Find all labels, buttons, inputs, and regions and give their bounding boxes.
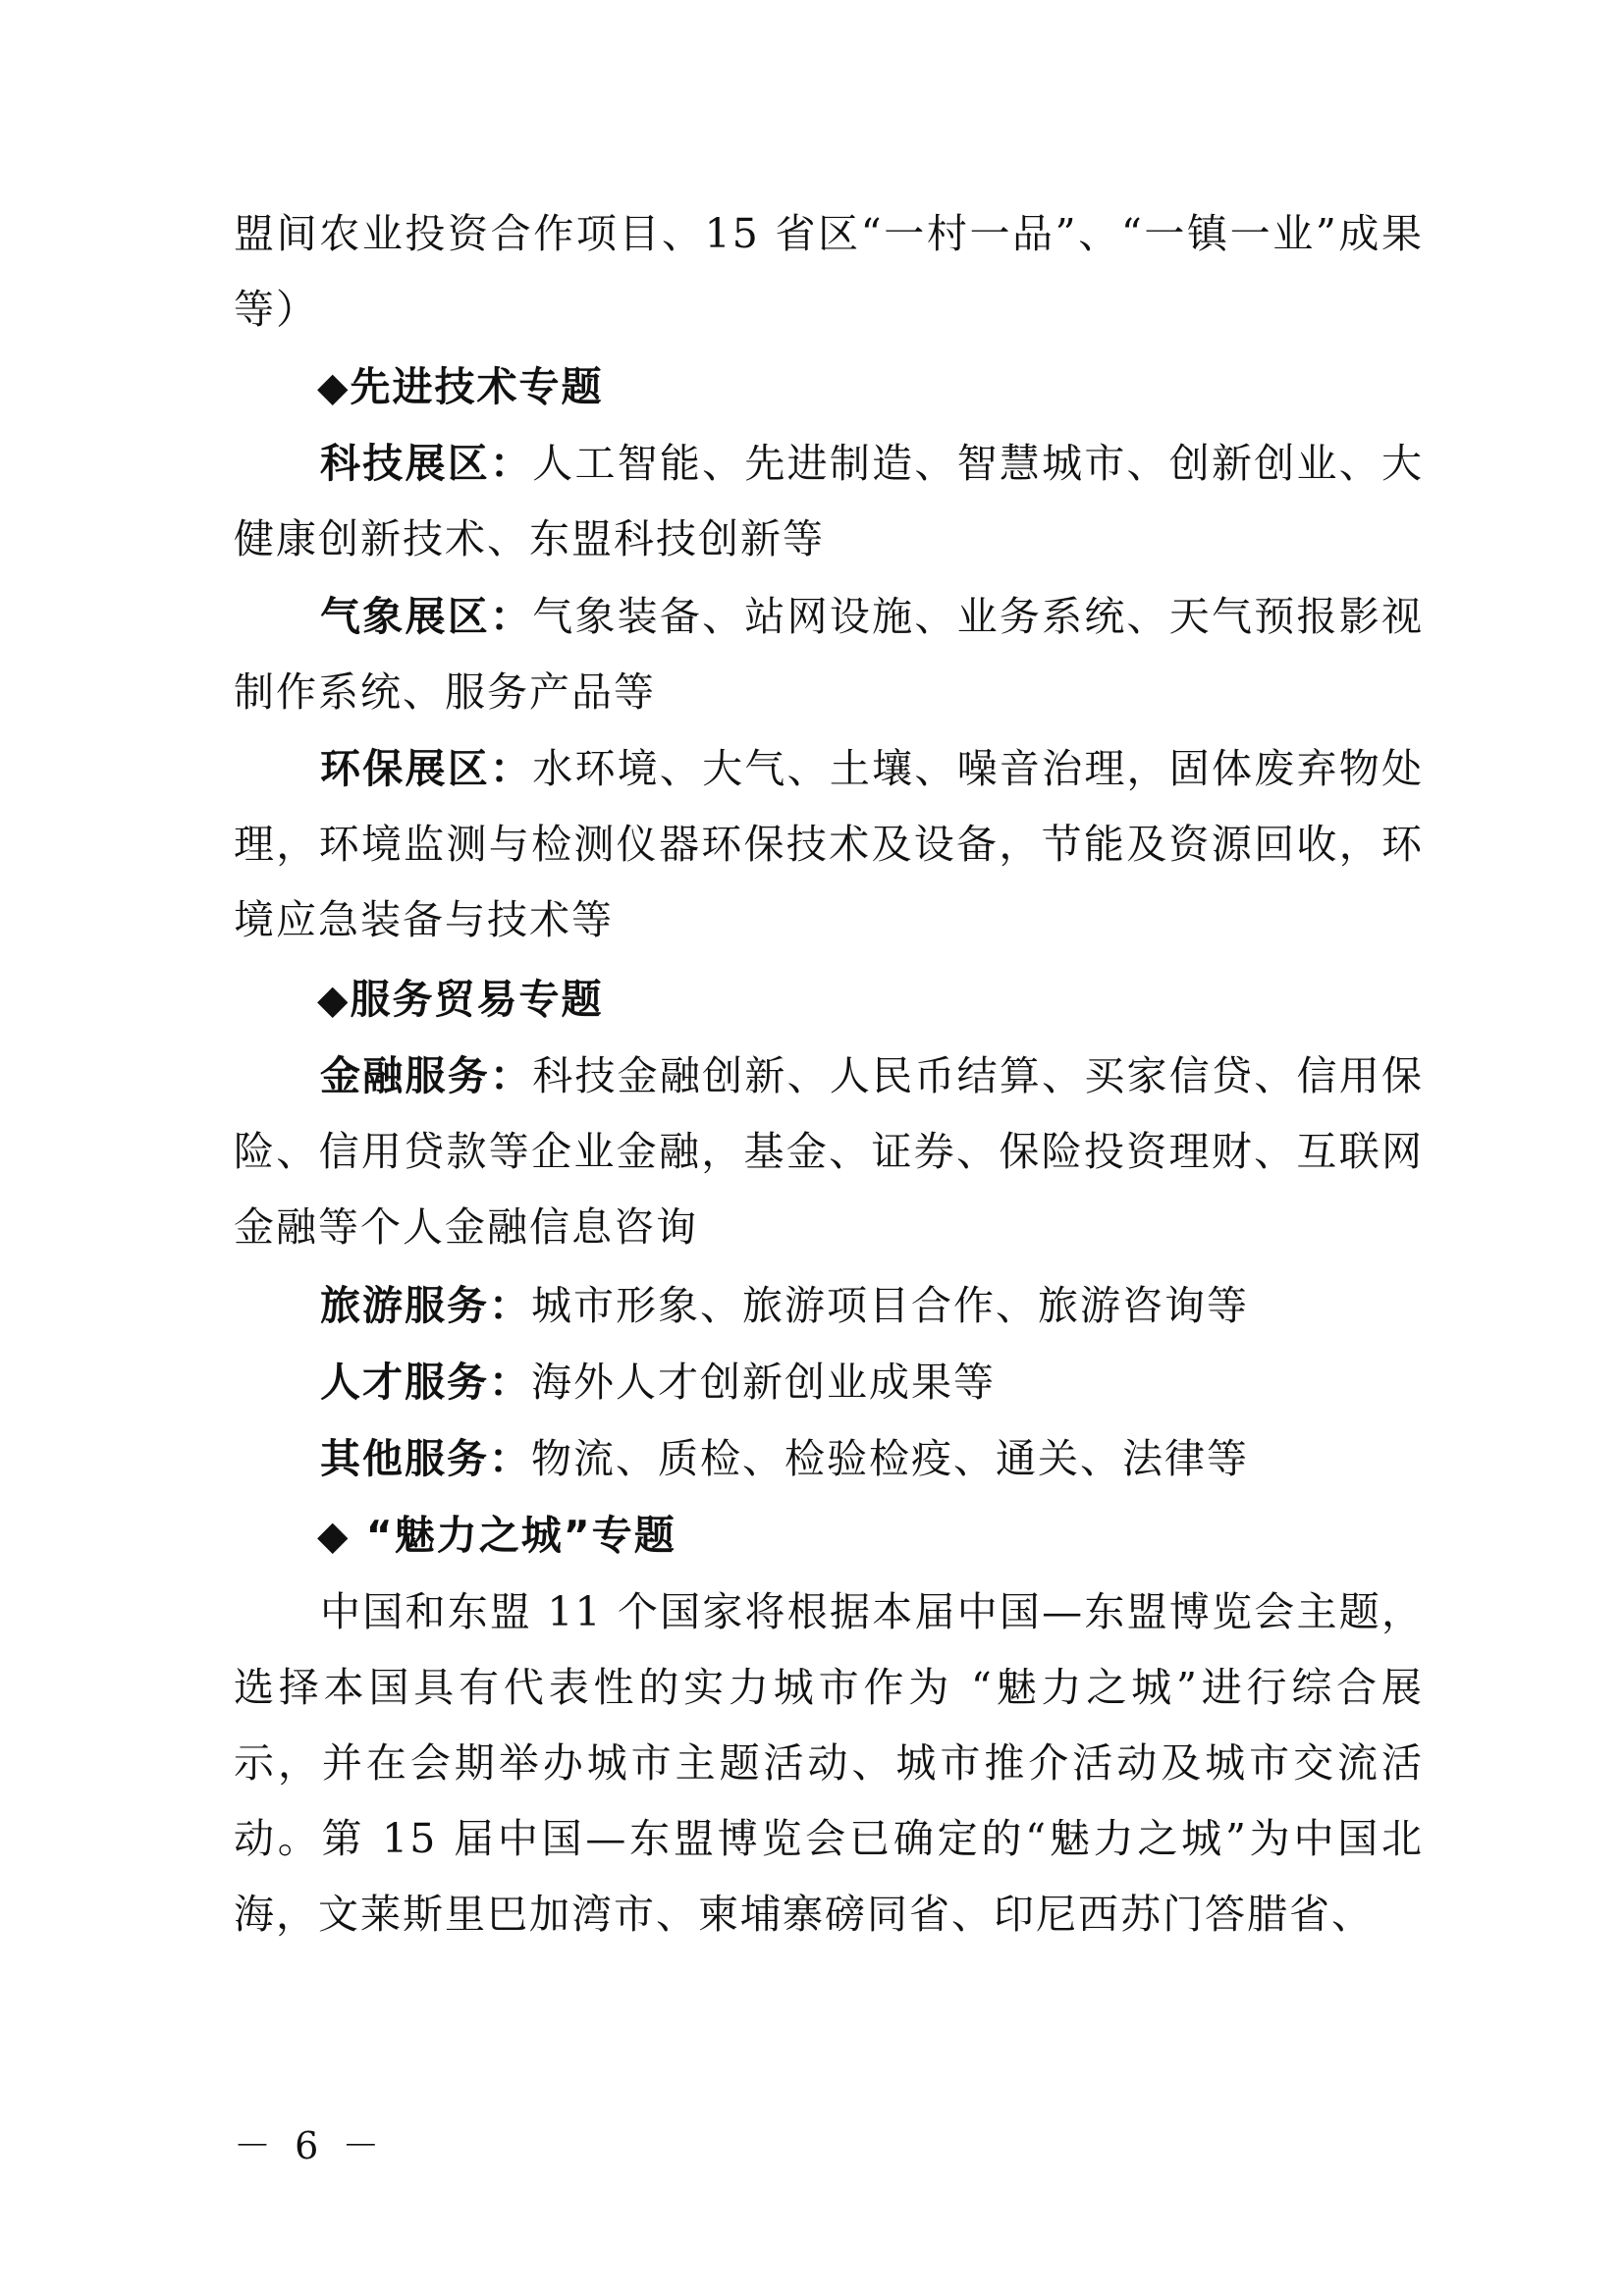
paragraph-env-zone [234,731,1424,958]
paragraph-tourism [234,1268,1424,1344]
label-other: 其他服务： [320,1435,531,1482]
paragraph-text: 盟间农业投资合作项目、15 省区“一村一品”、“一镇一业”成果等） [234,210,1424,333]
text-finance: 科技金融创新、人民币结算、买家信贷、信用保险、信用贷款等企业金融，基金、证券、保险投资理财、互联网金融等个人金融信息咨询 [234,1052,1425,1251]
label-tech-zone: 科技展区： [320,440,533,487]
text-talent: 海外人才创新创业成果等 [531,1359,996,1406]
text-meteorology-zone: 气象装备、站网设施、业务系统、天气预报影视制作系统、服务产品等 [234,593,1425,716]
heading-advanced-tech: ◆先进技术专题 [317,363,604,410]
paragraph-finance [234,1039,1424,1265]
text-tourism: 城市形象、旅游项目合作、旅游咨询等 [531,1282,1249,1329]
paragraph-other [234,1421,1424,1497]
paragraph-agri-continued [234,196,1424,347]
page-number: － 6 － [234,2124,386,2167]
paragraph-talent [234,1345,1424,1420]
label-finance: 金融服务： [320,1052,533,1099]
heading-service-trade: ◆服务贸易专题 [317,976,604,1023]
paragraph-meteorology-zone [234,579,1424,730]
text-other: 物流、质检、检验检疫、通关、法律等 [531,1435,1249,1482]
label-talent: 人才服务： [320,1359,531,1406]
heading-charm-city: ◆ “魅力之城”专题 [317,1512,676,1559]
text-env-zone: 水环境、大气、土壤、噪音治理，固体废弃物处理，环境监测与检测仪器环保技术及设备，节能及资源回收，环境应急装备与技术等 [234,745,1425,943]
label-meteorology-zone: 气象展区： [320,593,533,640]
label-env-zone: 环保展区： [320,745,533,792]
paragraph-tech-zone [234,426,1424,577]
label-tourism: 旅游服务： [320,1282,531,1329]
text-tech-zone: 人工智能、先进制造、智慧城市、创新创业、大健康创新技术、东盟科技创新等 [234,440,1425,562]
paragraph-charm-city: 中国和东盟 11 个国家将根据本届中国—东盟博览会主题，选择本国具有代表性的实力城市作为 “魅力之城”进行综合展示，并在会期举办城市主题活动、城市推介活动及城市交流活动。第 15 届中国—东盟博览会已确定的“魅力之城”为中国北海，文莱斯里巴加湾市、柬埔寨磅同省、印尼西苏门答腊省、 [234,1588,1424,1938]
